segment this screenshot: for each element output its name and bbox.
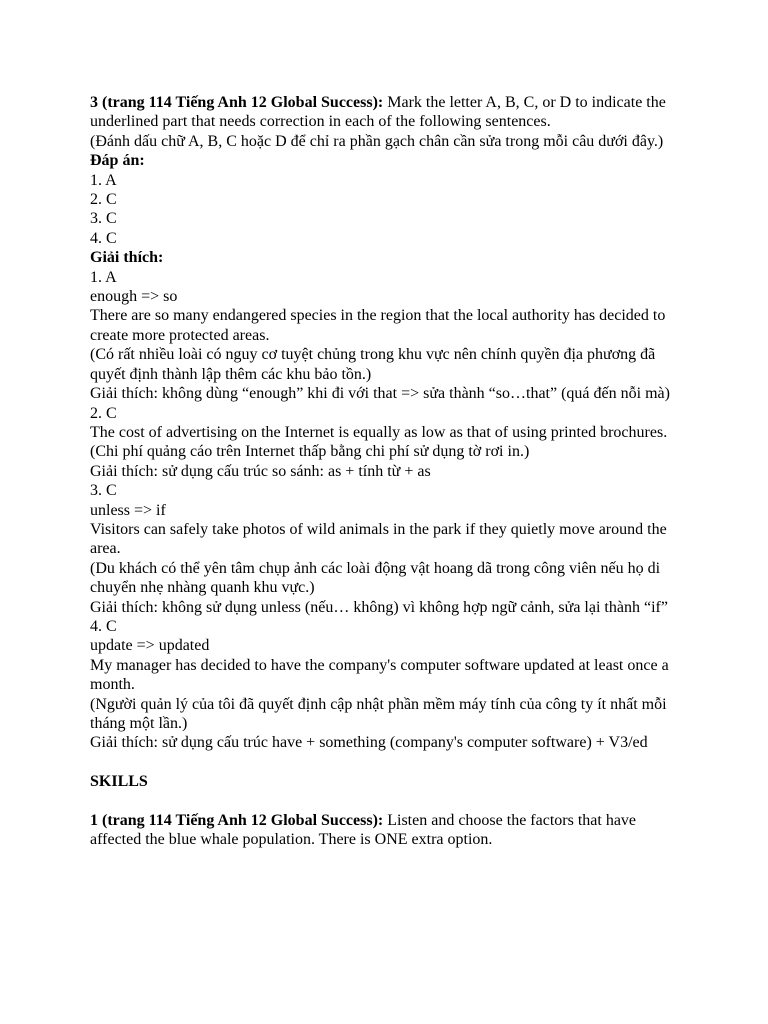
item-number: 4. C	[90, 617, 117, 635]
item-explanation: Giải thích: không sử dụng unless (nếu… không) vì không hợp ngữ cảnh, sửa lại thành “if”	[90, 598, 668, 616]
answers-label: Đáp án:	[90, 152, 145, 170]
spacer	[90, 792, 690, 811]
skills-exercise1-rest: Listen and choose the factors that have affected the blue whale population. There is ONE extra option.	[90, 812, 637, 849]
item-sentence: My manager has decided to have the company's computer software updated at least once a month.	[90, 656, 669, 694]
skills-exercise1	[90, 811, 690, 850]
item-translation: (Có rất nhiều loài có nguy cơ tuyệt chủng trong khu vực nên chính quyền địa phương đã quyết định thành lập thêm các khu bảo tồn.)	[90, 346, 656, 383]
item-translation: (Chi phí quảng cáo trên Internet thấp bằng chi phí sử dụng tờ rơi in.)	[90, 443, 530, 461]
exercise3-heading	[90, 93, 690, 132]
item-number: 3. C	[90, 482, 117, 500]
answer-item: 1. A	[90, 171, 117, 189]
spacer	[90, 753, 690, 772]
exercise3-heading-bold: 3 (trang 114 Tiếng Anh 12 Global Success):	[90, 94, 384, 111]
item-number: 1. A	[90, 268, 117, 286]
item-explanation: Giải thích: không dùng “enough” khi đi với that => sửa thành “so…that” (quá đến nỗi mà)	[90, 385, 670, 403]
document-page	[90, 93, 690, 850]
item-explanation: Giải thích: sử dụng cấu trúc so sánh: as + tính từ + as	[90, 462, 431, 480]
answer-item: 2. C	[90, 191, 117, 209]
explanation-label: Giải thích:	[90, 249, 164, 267]
item-sentence: There are so many endangered species in the region that the local authority has decided to create more protected areas.	[90, 307, 666, 344]
skills-title: SKILLS	[90, 773, 148, 791]
exercise3-heading-rest: Mark the letter A, B, C, or D to indicate the underlined part that needs correction in each of the following sentences.	[90, 94, 666, 131]
item-explanation: Giải thích: sử dụng cấu trúc have + something (company's computer software) + V3/ed	[90, 734, 648, 752]
item-sentence: Visitors can safely take photos of wild animals in the park if they quietly move around the area.	[90, 520, 667, 558]
item-translation: (Du khách có thể yên tâm chụp ảnh các loài động vật hoang dã trong công viên nếu họ di chuyển nhẹ nhàng quanh khu vực.)	[90, 559, 661, 597]
exercise3-heading-translation: (Đánh dấu chữ A, B, C hoặc D để chỉ ra phần gạch chân cần sửa trong mỗi câu dưới đây.)	[90, 132, 664, 150]
item-sentence: The cost of advertising on the Internet is equally as low as that of using printed brochures.	[90, 423, 668, 441]
item-correction: enough => so	[90, 288, 178, 306]
skills-exercise1-bold: 1 (trang 114 Tiếng Anh 12 Global Success):	[90, 812, 384, 829]
item-correction: update => updated	[90, 637, 210, 655]
answer-item: 3. C	[90, 210, 117, 228]
item-correction: unless => if	[90, 501, 166, 519]
answer-item: 4. C	[90, 229, 117, 247]
item-number: 2. C	[90, 404, 117, 422]
item-translation: (Người quản lý của tôi đã quyết định cập nhật phần mềm máy tính của công ty ít nhất mỗi tháng một lần.)	[90, 695, 667, 732]
